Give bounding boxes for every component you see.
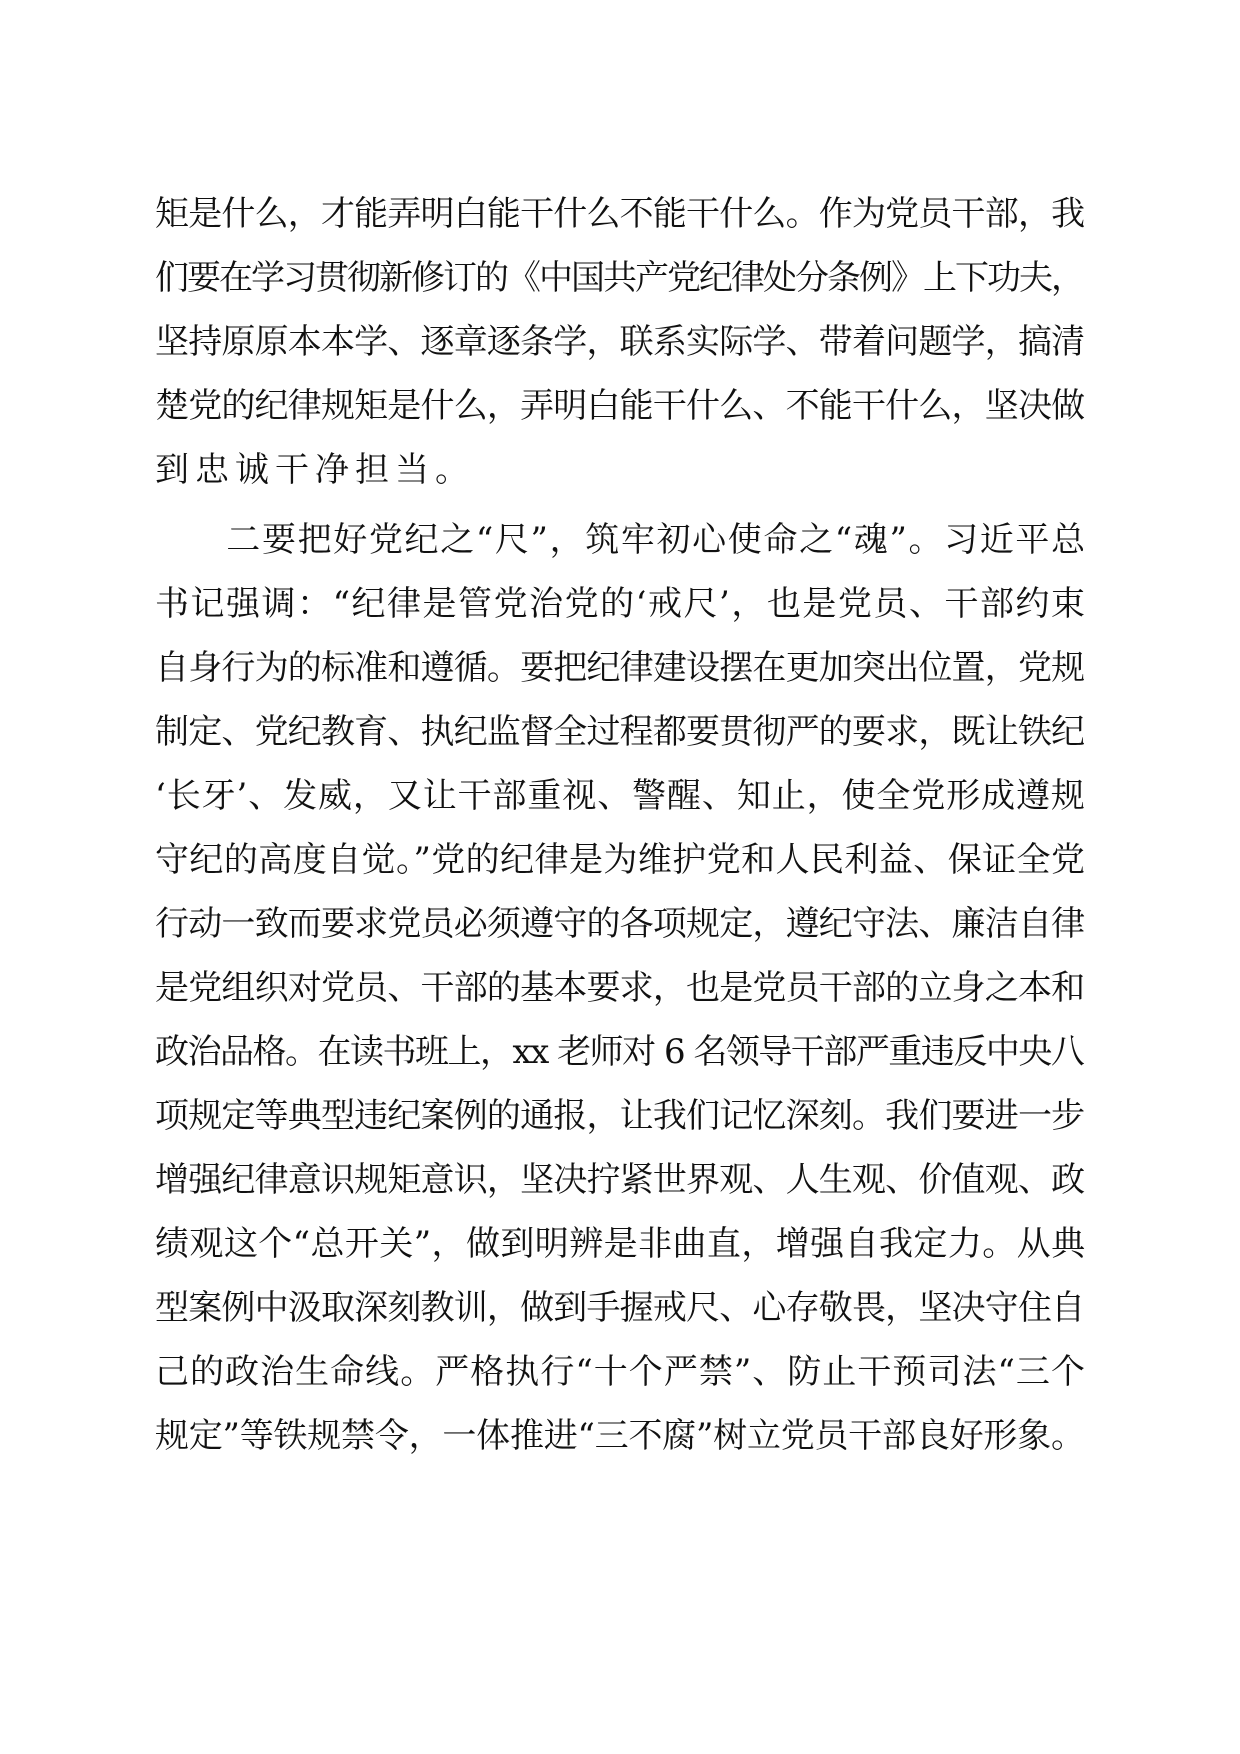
- text-line: 绩观这个“总开关”，做到明辨是非曲直，增强自我定力。从典: [155, 1224, 1086, 1264]
- text-line: 到忠诚干净担当。: [155, 450, 475, 490]
- text-line: 制定、党纪教育、执纪监督全过程都要贯彻严的要求，既让铁纪: [155, 712, 1085, 752]
- document-body: [155, 182, 1085, 1468]
- text-line: 矩是什么，才能弄明白能干什么不能干什么。作为党员干部，我: [155, 194, 1085, 234]
- text-line: 己的政治生命线。严格执行“十个严禁”、防止干预司法“三个: [155, 1352, 1086, 1392]
- text-line: 行动一致而要求党员必须遵守的各项规定，遵纪守法、廉洁自律: [155, 904, 1085, 944]
- text-line: 书记强调：“纪律是管党治党的‘戒尺’，也是党员、干部约束: [155, 584, 1087, 624]
- text-line: 是党组织对党员、干部的基本要求，也是党员干部的立身之本和: [155, 968, 1085, 1008]
- text-line: 型案例中汲取深刻教训，做到手握戒尺、心存敬畏，坚决守住自: [155, 1288, 1085, 1328]
- text-line: 楚党的纪律规矩是什么，弄明白能干什么、不能干什么，坚决做: [155, 386, 1085, 426]
- text-line: 自身行为的标准和遵循。要把纪律建设摆在更加突出位置，党规: [155, 648, 1085, 688]
- text-line: 增强纪律意识规矩意识，坚决拧紧世界观、人生观、价值观、政: [155, 1160, 1085, 1200]
- text-line: 守纪的高度自觉。”党的纪律是为维护党和人民利益、保证全党: [155, 840, 1086, 880]
- text-line: 坚持原原本本学、逐章逐条学，联系实际学、带着问题学，搞清: [155, 322, 1085, 362]
- text-line: 项规定等典型违纪案例的通报，让我们记忆深刻。我们要进一步: [155, 1096, 1085, 1136]
- paragraph-2: [155, 508, 1085, 1468]
- text-line: 二要把好党纪之“尺”，筑牢初心使命之“魂”。习近平总: [155, 520, 1087, 560]
- text-line: 政治品格。在读书班上，xx 老师对 6 名领导干部严重违反中央八: [155, 1032, 1084, 1072]
- paragraph-1: [155, 182, 1085, 502]
- text-line: 规定”等铁规禁令，一体推进“三不腐”树立党员干部良好形象。: [155, 1416, 1085, 1456]
- text-line: 们要在学习贯彻新修订的《中国共产党纪律处分条例》上下功夫，: [155, 258, 1083, 298]
- text-line: ‘长牙’、发威，又让干部重视、警醒、知止，使全党形成遵规: [155, 776, 1086, 816]
